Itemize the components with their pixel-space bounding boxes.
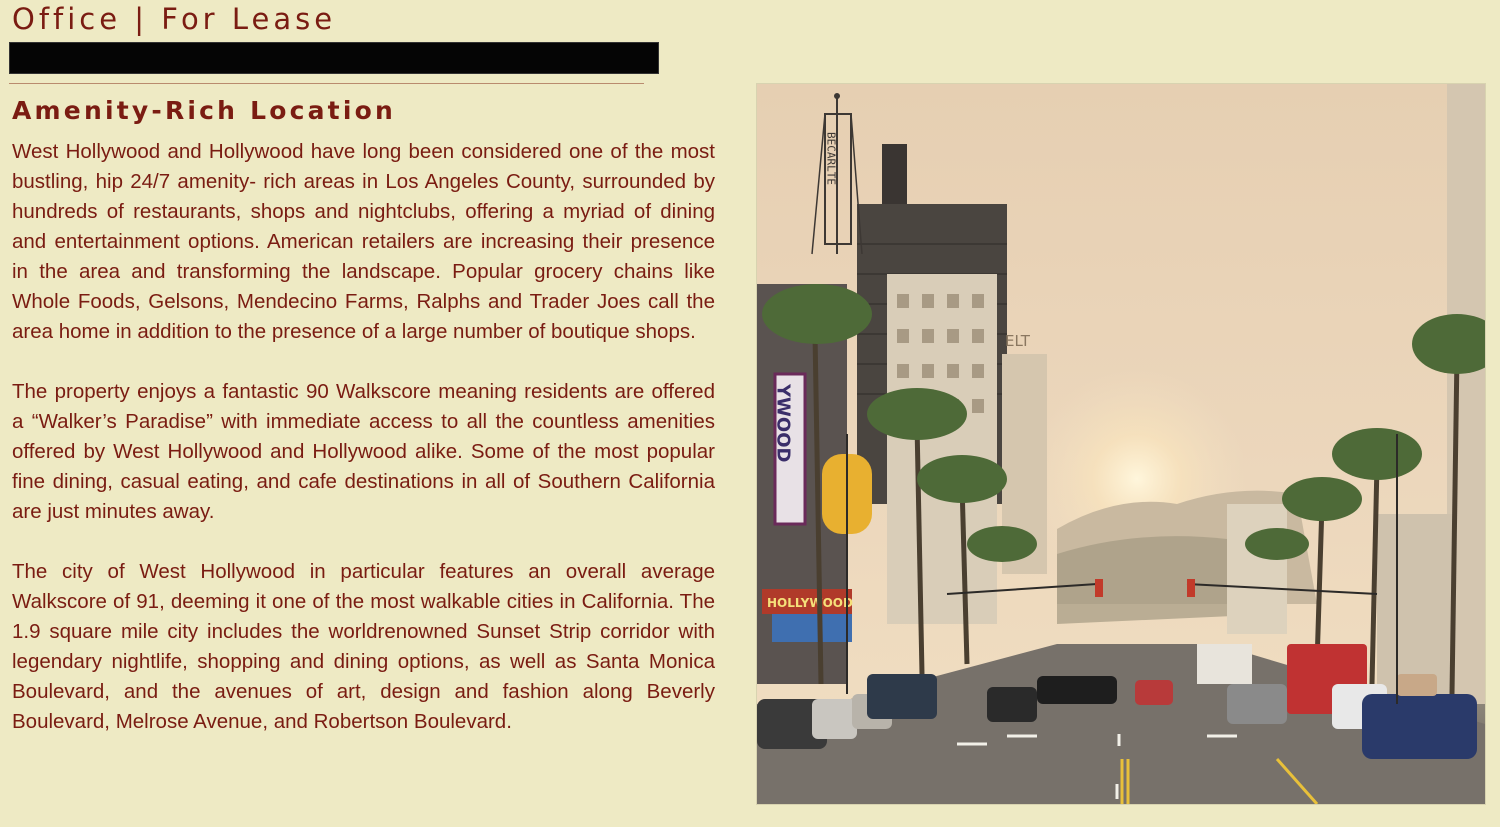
body-text: [12, 137, 715, 767]
header-divider: [9, 83, 644, 84]
hollywood-street-photo: [756, 83, 1486, 805]
paragraph-1: West Hollywood and Hollywood have long been considered one of the most bustling, hip 24/7 amenity- rich areas in Los Angeles County, surrounded by hundreds of restaurants, shops and nightclubs, offering a myriad of dining and entertainment options. American retailers are increasing their presence in the area and transforming the landscape. Popular grocery chains like Whole Foods, Gelsons, Mendecino Farms, Ralphs and Trader Joes call the area home in addition to the presence of a large number of boutique shops.: [12, 140, 715, 343]
paragraph-2: The property enjoys a fantastic 90 Walkscore meaning residents are offered a “Walker’s Paradise” with immediate access to all the countless amenities offered by West Hollywood and Hollywood alike. Some of the most popular fine dining, casual eating, and cafe destinations in all of Southern California are just minutes away.: [12, 380, 715, 523]
hotel-building: [887, 274, 997, 624]
vertical-sign-text: BECARLTE: [824, 132, 838, 185]
paragraph-3: The city of West Hollywood in particular features an overall average Walkscore of 91, deeming it one of the most walkable cities in California. The 1.9 square mile city includes the worldrenowned Sunset Strip corridor with legendary nightlife, shopping and dining options, as well as Santa Monica Boulevard, and the avenues of art, design and fashion along Beverly Boulevard, Melrose Avenue, and Robertson Boulevard.: [12, 560, 715, 733]
marquee-text: HOLLYWOOD: [767, 596, 853, 610]
building-letters: ELT: [1005, 332, 1030, 350]
hollywood-vertical-text: YWOOD: [772, 384, 794, 463]
street-scene-illustration: [757, 84, 1485, 804]
redaction-bar: [9, 42, 659, 74]
section-heading: Amenity-Rich Location: [12, 96, 396, 125]
page-title: Office | For Lease: [12, 2, 337, 36]
